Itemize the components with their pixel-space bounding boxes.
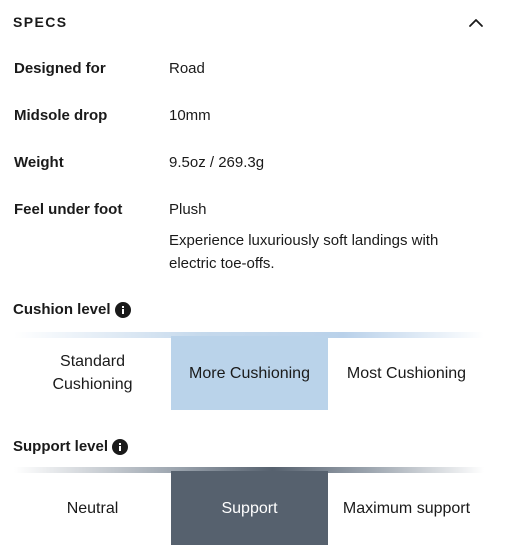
cushion-option-more[interactable]: More Cushioning: [171, 336, 328, 410]
cushion-level-options: [14, 336, 485, 410]
support-option-support[interactable]: Support: [171, 471, 328, 545]
support-level-label: [13, 437, 128, 457]
support-level-options: [14, 471, 485, 545]
support-level-title: Support level: [13, 438, 109, 455]
cushion-level-label: [13, 300, 131, 320]
spec-row-midsole-drop: [14, 104, 484, 127]
spec-row-designed-for: [14, 57, 484, 80]
spec-value: 10mm: [169, 107, 211, 124]
spec-value: 9.5oz / 269.3g: [169, 154, 265, 171]
specs-header[interactable]: [13, 12, 493, 34]
chevron-up-icon[interactable]: [465, 12, 487, 34]
section-title: SPECS: [13, 14, 68, 30]
spec-value: Plush: [169, 201, 207, 218]
cushion-option-most[interactable]: Most Cushioning: [346, 364, 467, 382]
spec-label: Feel under foot: [14, 201, 123, 218]
cushion-option-standard[interactable]: Standard Cushioning: [52, 353, 133, 393]
support-option-maximum[interactable]: Maximum support: [342, 499, 471, 517]
spec-label: Weight: [14, 154, 64, 171]
info-icon[interactable]: [115, 302, 131, 318]
spec-row-feel-under-foot: [14, 198, 484, 278]
spec-value: Road: [169, 60, 205, 77]
spec-description: Experience luxuriously soft landings with electric toe-offs.: [169, 232, 439, 272]
spec-row-weight: [14, 151, 484, 174]
spec-label: Midsole drop: [14, 107, 108, 124]
spec-label: Designed for: [14, 60, 106, 77]
info-icon[interactable]: [112, 439, 128, 455]
cushion-level-title: Cushion level: [13, 301, 111, 318]
support-option-neutral[interactable]: Neutral: [66, 499, 119, 517]
